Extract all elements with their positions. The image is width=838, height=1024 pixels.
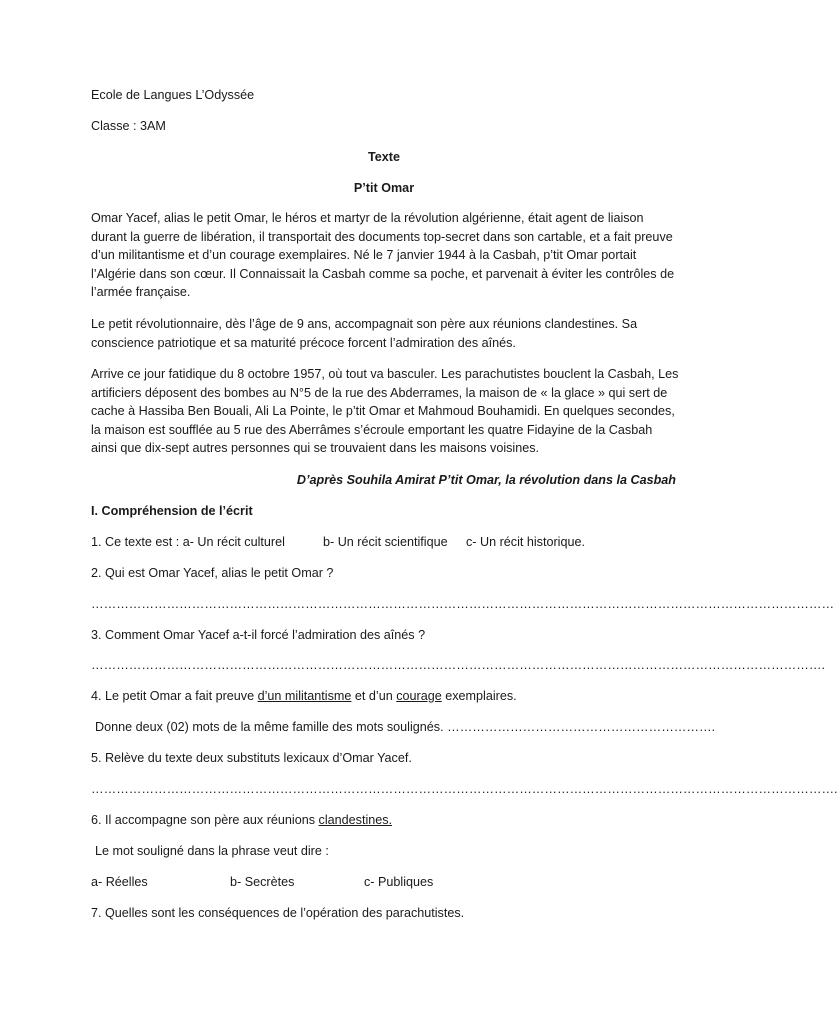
- question-2: 2. Qui est Omar Yacef, alias le petit Omar ?: [91, 566, 334, 580]
- underlined-clandestines: clandestines.: [318, 813, 393, 827]
- answer-line-2[interactable]: ……………………………………………………………………………………………………………………………………………………………: [91, 597, 835, 611]
- question-3: 3. Comment Omar Yacef a-t-il forcé l’admiration des aînés ?: [91, 628, 426, 642]
- school-name: Ecole de Langues L’Odyssée: [91, 88, 255, 102]
- paragraph-3: Arrive ce jour fatidique du 8 octobre 1957, où tout va basculer. Les parachutistes bouclent la Casbah, Les artificiers déposent des bombes au N°5 de la rue des Abderrames, la maison de « la glace » qui sert de cache à Hassiba Ben Bouali, Ali La Pointe, le p’tit Omar et Mahmoud Bouhamidi. En quelques secondes, la maison est soufflée au 5 rue des Aberrâmes s’écroule emportant les quatre Fidayine de la Casbah ainsi que dix-sept autres personnes qui se trouvaient dans les maisons voisines.: [91, 367, 679, 455]
- q6-option-c: c- Publiques: [364, 875, 434, 889]
- underlined-courage: courage: [396, 689, 442, 703]
- paragraph-1: Omar Yacef, alias le petit Omar, le héros et martyr de la révolution algérienne, était agent de liaison durant la guerre de libération, il transportait des documents top-secret dans son cartable, et a fait preuve d’un militantisme et d’un courage exemplaires. Né le 7 janvier 1944 à la Casbah, p’tit Omar portait l’Algérie dans son cœur. Il Connaissait la Casbah comme sa poche, et parvenait à éviter les contrôles de l’armée française.: [91, 211, 675, 299]
- answer-line-3[interactable]: ………………………………………………………………………………………………………………………………………………………….: [91, 658, 825, 672]
- underlined-militantisme: d’un militantisme: [257, 689, 352, 703]
- q1-prompt: 1. Ce texte est : a- Un récit culturel: [91, 535, 285, 549]
- section-title: Texte: [368, 150, 400, 164]
- class-line: Classe : 3AM: [91, 119, 166, 133]
- question-6-options: [91, 873, 691, 892]
- question-4: 4. Le petit Omar a fait preuve d’un militantisme et d’un courage exemplaires.: [91, 689, 517, 703]
- answer-line-5[interactable]: …………………………………………………………………………………………………………………………………………………………….: [91, 782, 838, 796]
- paragraph-2: Le petit révolutionnaire, dès l’âge de 9 ans, accompagnait son père aux réunions clandestines. Sa conscience patriotique et sa maturité précoce forcent l’admiration des aînés.: [91, 317, 638, 350]
- answer-line-4[interactable]: ……………………………………………………….: [447, 720, 716, 734]
- section-heading: I. Compréhension de l’écrit: [91, 504, 253, 518]
- q1-option-b: b- Un récit scientifique: [323, 535, 448, 549]
- question-6-instruction: Le mot souligné dans la phrase veut dire :: [95, 844, 329, 858]
- question-5: 5. Relève du texte deux substituts lexicaux d’Omar Yacef.: [91, 751, 412, 765]
- question-6: 6. Il accompagne son père aux réunions clandestines.: [91, 813, 393, 827]
- question-7: 7. Quelles sont les conséquences de l’opération des parachutistes.: [91, 906, 465, 920]
- question-4-instruction: Donne deux (02) mots de la même famille des mots soulignés. ……………………………………………………….: [95, 720, 716, 734]
- question-1: [91, 533, 691, 552]
- q6-option-b: b- Secrètes: [230, 875, 295, 889]
- q1-option-c: c- Un récit historique.: [466, 535, 585, 549]
- text-title: P’tit Omar: [353, 181, 415, 195]
- q6-option-a: a- Réelles: [91, 875, 148, 889]
- text-source: D’après Souhila Amirat P’tit Omar, la révolution dans la Casbah: [296, 473, 676, 487]
